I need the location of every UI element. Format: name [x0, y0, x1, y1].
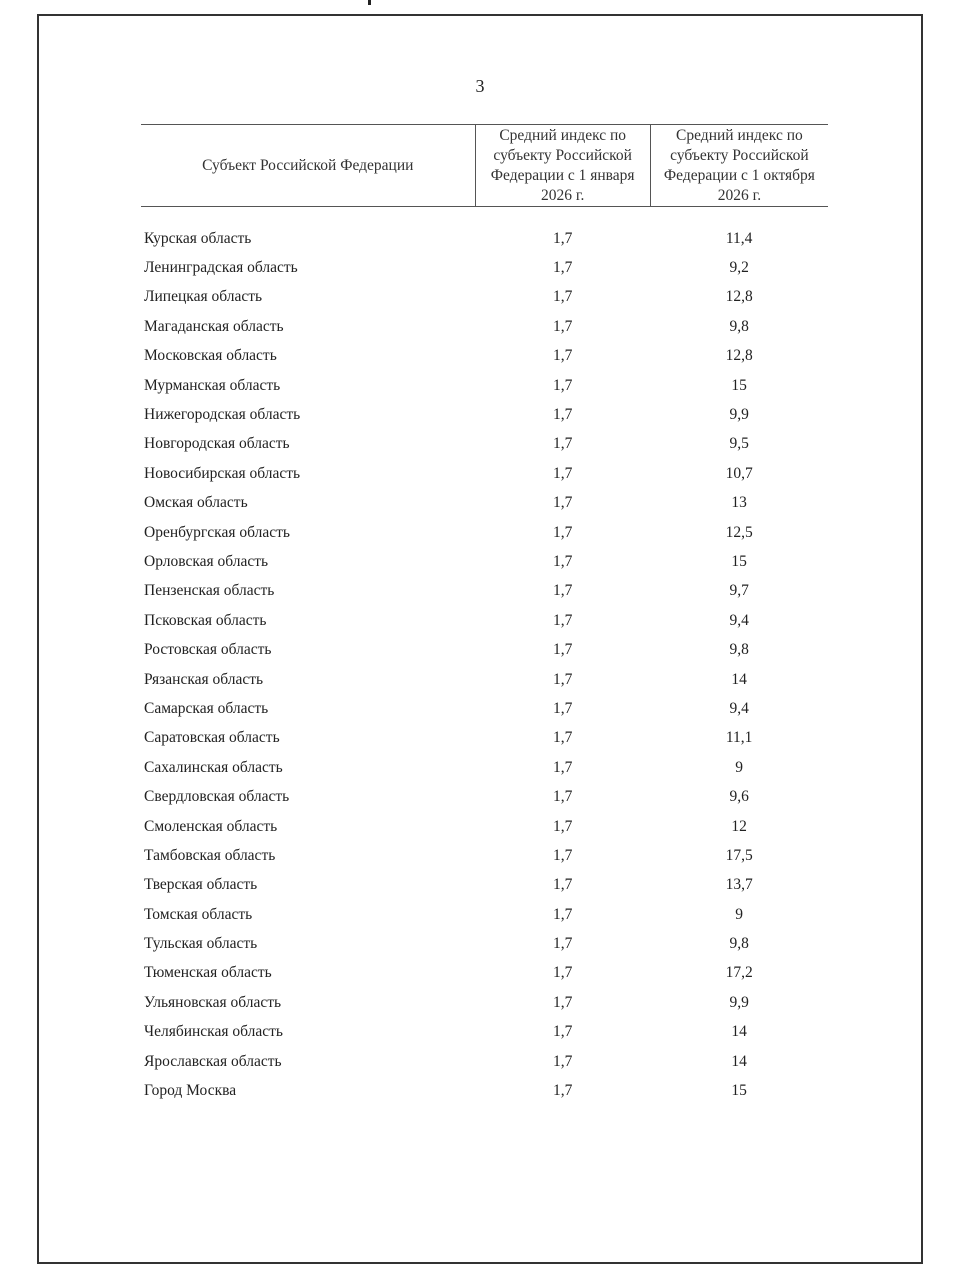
region-cell: Пензенская область	[144, 582, 275, 600]
oct-2026-cell: 12,8	[725, 288, 753, 306]
oct-2026-cell: 12,8	[725, 347, 753, 365]
table-row	[141, 312, 828, 341]
jan-2026-cell: 1,7	[552, 259, 573, 277]
jan-2026-cell: 1,7	[552, 905, 573, 923]
jan-2026-cell: 1,7	[552, 523, 573, 541]
oct-2026-cell: 14	[731, 1052, 747, 1070]
table-row	[141, 518, 828, 547]
region-cell: Самарская область	[144, 699, 269, 717]
region-cell: Тюменская область	[144, 964, 272, 982]
table-row	[141, 782, 828, 811]
jan-2026-cell: 1,7	[552, 611, 573, 629]
region-cell: Омская область	[144, 494, 248, 512]
jan-2026-cell: 1,7	[552, 317, 573, 335]
jan-2026-cell: 1,7	[552, 846, 573, 864]
region-cell: Сахалинская область	[144, 758, 283, 776]
oct-2026-cell: 14	[731, 1023, 747, 1041]
table-row	[141, 1018, 828, 1047]
region-cell: Рязанская область	[144, 670, 264, 688]
table-row	[141, 753, 828, 782]
table-row	[141, 253, 828, 282]
oct-2026-cell: 9,2	[729, 259, 749, 277]
oct-2026-cell: 15	[731, 1082, 747, 1100]
region-cell: Курская область	[144, 229, 252, 247]
table-row	[141, 665, 828, 694]
header-oct-2026: Средний индекс по субъекту Российской Федерации с 1 октября 2026 г.	[663, 127, 815, 204]
region-cell: Оренбургская область	[144, 523, 290, 541]
table-row	[141, 489, 828, 518]
table-row	[141, 635, 828, 664]
table-body	[141, 207, 828, 1106]
jan-2026-cell: 1,7	[552, 435, 573, 453]
region-cell: Псковская область	[144, 611, 267, 629]
oct-2026-cell: 9,9	[729, 406, 749, 424]
table-row	[141, 224, 828, 253]
table-row	[141, 371, 828, 400]
jan-2026-cell: 1,7	[552, 964, 573, 982]
jan-2026-cell: 1,7	[552, 670, 573, 688]
page-number: 3	[475, 76, 485, 96]
region-cell: Нижегородская область	[144, 406, 301, 424]
header-region: Субъект Российской Федерации	[202, 157, 414, 174]
region-cell: Ульяновская область	[144, 993, 282, 1011]
oct-2026-cell: 13,7	[725, 876, 753, 894]
oct-2026-cell: 9,9	[729, 993, 749, 1011]
table-row	[141, 841, 828, 870]
oct-2026-cell: 9,7	[729, 582, 749, 600]
header-jan-2026: Средний индекс по субъекту Российской Федерации с 1 января 2026 г.	[475, 125, 650, 207]
region-cell: Ярославская область	[144, 1052, 282, 1070]
table-row	[141, 900, 828, 929]
jan-2026-cell: 1,7	[552, 1082, 573, 1100]
jan-2026-cell: 1,7	[552, 729, 573, 747]
jan-2026-cell: 1,7	[552, 1052, 573, 1070]
jan-2026-cell: 1,7	[552, 993, 573, 1011]
table-row	[141, 606, 828, 635]
jan-2026-cell: 1,7	[552, 699, 573, 717]
oct-2026-cell: 13	[731, 494, 747, 512]
jan-2026-cell: 1,7	[552, 935, 573, 953]
jan-2026-cell: 1,7	[552, 494, 573, 512]
table-row	[141, 283, 828, 312]
oct-2026-cell: 9	[735, 758, 744, 776]
jan-2026-cell: 1,7	[552, 582, 573, 600]
region-cell: Тверская область	[144, 876, 258, 894]
table-row	[141, 871, 828, 900]
jan-2026-cell: 1,7	[552, 758, 573, 776]
oct-2026-cell: 17,2	[725, 964, 753, 982]
oct-2026-cell: 17,5	[725, 846, 753, 864]
oct-2026-cell: 9,8	[729, 641, 749, 659]
jan-2026-cell: 1,7	[552, 229, 573, 247]
jan-2026-cell: 1,7	[552, 1023, 573, 1041]
oct-2026-cell: 9,4	[729, 699, 749, 717]
table-row	[141, 1076, 828, 1105]
table-row	[141, 430, 828, 459]
table-row	[141, 812, 828, 841]
jan-2026-cell: 1,7	[552, 406, 573, 424]
oct-2026-cell: 9,6	[729, 788, 749, 806]
oct-2026-cell: 9,5	[729, 435, 749, 453]
table-row	[141, 1047, 828, 1076]
region-cell: Томская область	[144, 905, 253, 923]
crop-mark	[368, 0, 371, 5]
jan-2026-cell: 1,7	[552, 641, 573, 659]
oct-2026-cell: 9,8	[729, 317, 749, 335]
region-cell: Город Москва	[144, 1082, 237, 1100]
region-cell: Липецкая область	[144, 288, 263, 306]
table-row	[141, 547, 828, 576]
region-cell: Магаданская область	[144, 317, 284, 335]
jan-2026-cell: 1,7	[552, 347, 573, 365]
region-cell: Саратовская область	[144, 729, 280, 747]
jan-2026-cell: 1,7	[552, 788, 573, 806]
jan-2026-cell: 1,7	[552, 817, 573, 835]
table-header-row	[141, 125, 828, 207]
table-row	[141, 724, 828, 753]
table-row	[141, 959, 828, 988]
jan-2026-cell: 1,7	[552, 552, 573, 570]
table-row	[141, 694, 828, 723]
region-cell: Мурманская область	[144, 376, 281, 394]
region-cell: Новосибирская область	[144, 464, 301, 482]
index-table	[141, 124, 828, 1106]
oct-2026-cell: 9	[735, 905, 744, 923]
table-row	[141, 988, 828, 1017]
oct-2026-cell: 10,7	[725, 464, 753, 482]
oct-2026-cell: 9,4	[729, 611, 749, 629]
jan-2026-cell: 1,7	[552, 288, 573, 306]
jan-2026-cell: 1,7	[552, 876, 573, 894]
table-row	[141, 577, 828, 606]
oct-2026-cell: 12,5	[725, 523, 753, 541]
document-page	[37, 14, 923, 1264]
region-cell: Свердловская область	[144, 788, 290, 806]
region-cell: Тамбовская область	[144, 846, 276, 864]
jan-2026-cell: 1,7	[552, 464, 573, 482]
region-cell: Ростовская область	[144, 641, 272, 659]
table-row	[141, 929, 828, 958]
region-cell: Челябинская область	[144, 1023, 283, 1041]
oct-2026-cell: 9,8	[729, 935, 749, 953]
oct-2026-cell: 11,4	[725, 229, 753, 247]
region-cell: Новгородская область	[144, 435, 290, 453]
table-row	[141, 459, 828, 488]
oct-2026-cell: 15	[731, 376, 747, 394]
region-cell: Орловская область	[144, 552, 269, 570]
region-cell: Смоленская область	[144, 817, 278, 835]
oct-2026-cell: 11,1	[725, 729, 753, 747]
jan-2026-cell: 1,7	[552, 376, 573, 394]
table-row	[141, 400, 828, 429]
oct-2026-cell: 15	[731, 552, 747, 570]
table-row	[141, 342, 828, 371]
region-cell: Ленинградская область	[144, 259, 298, 277]
oct-2026-cell: 12	[731, 817, 747, 835]
oct-2026-cell: 14	[731, 670, 747, 688]
region-cell: Московская область	[144, 347, 277, 365]
region-cell: Тульская область	[144, 935, 258, 953]
